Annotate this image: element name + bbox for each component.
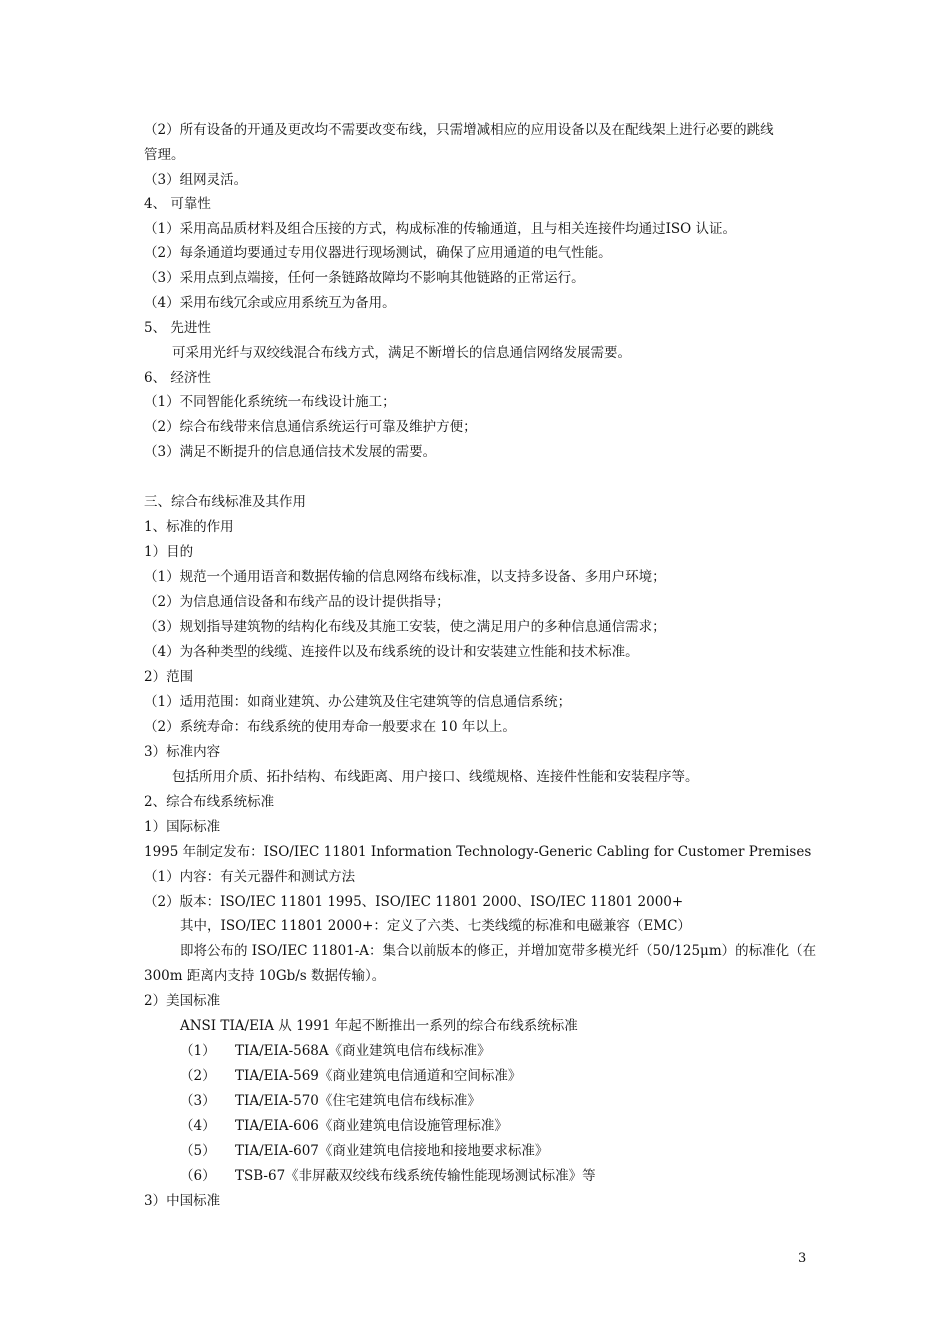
subsection-heading: 1）国际标准 [144, 819, 221, 835]
section-heading: 4、 可靠性 [144, 196, 211, 212]
text-line: 300m 距离内支持 10Gb/s 数据传输）。 [144, 968, 386, 984]
list-item-text: TIA/EIA-569《商业建筑电信通道和空间标准》 [235, 1068, 522, 1084]
text-line: （3）组网灵活。 [144, 172, 248, 188]
subsection-heading: 3）标准内容 [144, 744, 221, 760]
list-item-text: TSB-67《非屏蔽双绞线布线系统传输性能现场测试标准》等 [235, 1168, 596, 1184]
list-item-text: TIA/EIA-607《商业建筑电信接地和接地要求标准》 [235, 1143, 549, 1159]
text-line: （2）版本：ISO/IEC 11801 1995、ISO/IEC 11801 2000、ISO/IEC 11801 2000+ [144, 894, 684, 910]
text-line: ANSI TIA/EIA 从 1991 年起不断推出一系列的综合布线系统标准 [180, 1018, 578, 1034]
text-line: （2）系统寿命：布线系统的使用寿命一般要求在 10 年以上。 [144, 719, 516, 735]
text-line: （1）不同智能化系统统一布线设计施工； [144, 394, 396, 410]
text-line: 包括所用介质、拓扑结构、布线距离、用户接口、线缆规格、连接件性能和安装程序等。 [172, 769, 699, 785]
text-line: （1）采用高品质材料及组合压接的方式，构成标准的传输通道，且与相关连接件均通过ISO 认证。 [144, 221, 737, 237]
section-heading: 1、标准的作用 [144, 519, 234, 535]
text-line: 可采用光纤与双绞线混合布线方式，满足不断增长的信息通信网络发展需要。 [172, 345, 631, 361]
text-line: （3）采用点到点端接，任何一条链路故障均不影响其他链路的正常运行。 [144, 270, 585, 286]
text-line: 1995 年制定发布：ISO/IEC 11801 Information Technology-Generic Cabling for Customer Premises [144, 844, 812, 860]
list-item-text: TIA/EIA-606《商业建筑电信设施管理标准》 [235, 1118, 508, 1134]
page-number: 3 [798, 1251, 807, 1266]
list-item-number: （2） [180, 1068, 216, 1084]
text-line: （2）所有设备的开通及更改均不需要改变布线，只需增减相应的应用设备以及在配线架上进行必要的跳线 [144, 122, 774, 138]
subsection-heading: 1）目的 [144, 544, 194, 560]
text-line: （4）采用布线冗余或应用系统互为备用。 [144, 295, 396, 311]
list-item-text: TIA/EIA-570《住宅建筑电信布线标准》 [235, 1093, 481, 1109]
text-line: 即将公布的 ISO/IEC 11801-A：集合以前版本的修正，并增加宽带多模光纤（50/125μm）的标准化（在 [180, 943, 817, 959]
list-item-text: TIA/EIA-568A《商业建筑电信布线标准》 [235, 1043, 491, 1059]
list-item-number: （3） [180, 1093, 216, 1109]
text-line: （3）规划指导建筑物的结构化布线及其施工安装，使之满足用户的多种信息通信需求； [144, 619, 666, 635]
text-line: （1）适用范围：如商业建筑、办公建筑及住宅建筑等的信息通信系统； [144, 694, 572, 710]
text-line: （2）每条通道均要通过专用仪器进行现场测试，确保了应用通道的电气性能。 [144, 245, 612, 261]
list-item-number: （6） [180, 1168, 216, 1184]
chapter-heading: 三、综合布线标准及其作用 [144, 494, 306, 510]
list-item-number: （4） [180, 1118, 216, 1134]
text-line: （1）规范一个通用语音和数据传输的信息网络布线标准，以支持多设备、多用户环境； [144, 569, 666, 585]
text-line: （4）为各种类型的线缆、连接件以及布线系统的设计和安装建立性能和技术标准。 [144, 644, 639, 660]
text-line: 其中，ISO/IEC 11801 2000+：定义了六类、七类线缆的标准和电磁兼容（EMC） [180, 918, 691, 934]
subsection-heading: 2）美国标准 [144, 993, 221, 1009]
list-item-number: （5） [180, 1143, 216, 1159]
list-item-number: （1） [180, 1043, 216, 1059]
text-line: （3）满足不断提升的信息通信技术发展的需要。 [144, 444, 437, 460]
section-heading: 5、 先进性 [144, 320, 211, 336]
section-heading: 2、综合布线系统标准 [144, 794, 275, 810]
subsection-heading: 2）范围 [144, 669, 194, 685]
subsection-heading: 3）中国标准 [144, 1193, 221, 1209]
text-line: （1）内容：有关元器件和测试方法 [144, 869, 356, 885]
text-line: （2）综合布线带来信息通信系统运行可靠及维护方便； [144, 419, 477, 435]
text-line: （2）为信息通信设备和布线产品的设计提供指导； [144, 594, 450, 610]
section-heading: 6、 经济性 [144, 370, 211, 386]
text-line: 管理。 [144, 147, 185, 163]
